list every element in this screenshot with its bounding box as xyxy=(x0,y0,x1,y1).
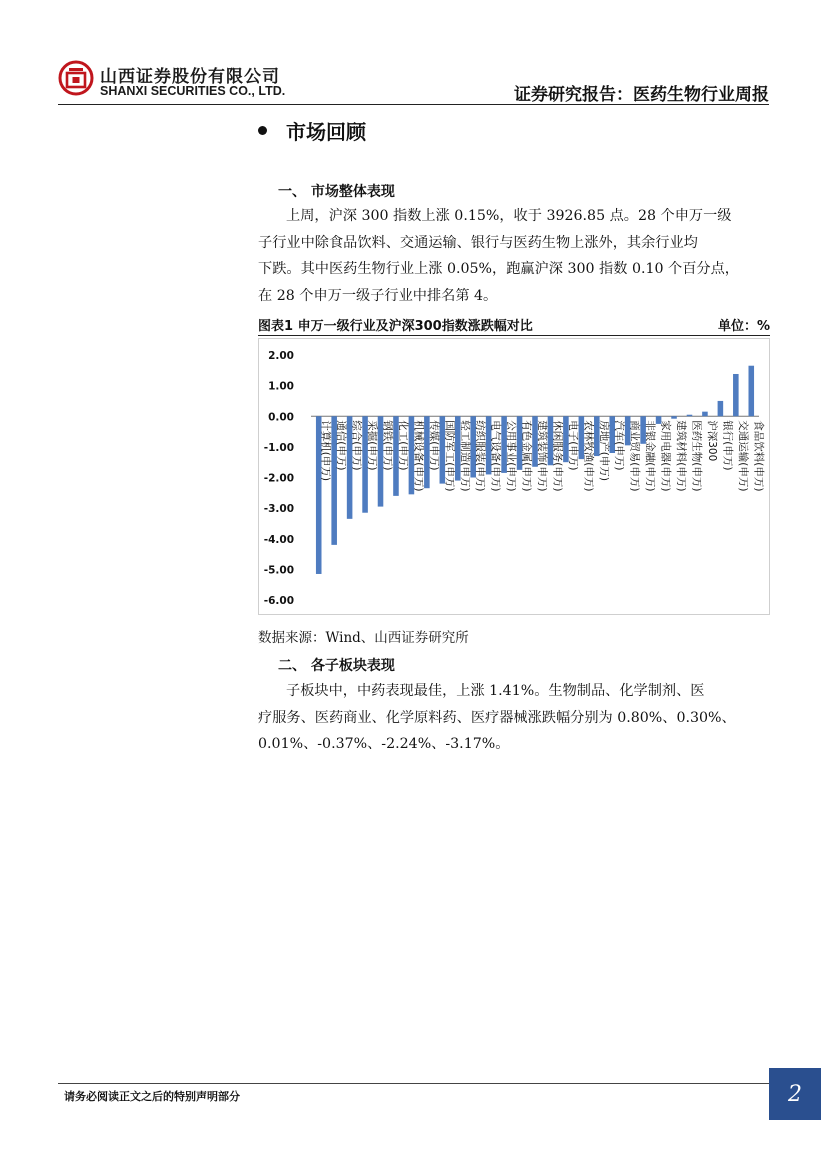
category-label: 沪深300 xyxy=(705,420,718,462)
category-label: 建筑材料(申万) xyxy=(675,420,688,492)
category-label: 医药生物(申万) xyxy=(690,420,703,492)
category-label: 建筑装饰(申万) xyxy=(536,420,548,492)
y-tick-label: -1.00 xyxy=(263,441,294,454)
bar xyxy=(702,412,708,417)
figure-caption xyxy=(258,315,770,334)
y-tick-label: -4.00 xyxy=(263,533,294,546)
category-label: 公用事业(申万) xyxy=(505,420,518,492)
category-label: 计算机(申万) xyxy=(319,420,332,481)
category-label: 国防军工(申万) xyxy=(443,420,456,492)
paragraph-line: 0.01%、-0.37%、-2.24%、-3.17%。 xyxy=(258,736,510,752)
category-label: 休闲服务(申万) xyxy=(551,420,564,492)
bar xyxy=(687,415,693,417)
subsection-title-subsectors: 二、 各子板块表现 xyxy=(278,658,395,674)
page-number: 2 xyxy=(769,1068,821,1120)
paragraph-line: 上周，沪深 300 指数上涨 0.15%，收于 3926.85 点。28 个申万一级 xyxy=(286,208,732,224)
bar xyxy=(671,416,677,418)
paragraph-line: 下跌。其中医药生物行业上涨 0.05%，跑赢沪深 300 指数 0.10 个百分点， xyxy=(258,261,739,277)
figure-caption-text: 图表1 申万一级行业及沪深300指数涨跌幅对比 xyxy=(258,319,533,334)
y-tick-label: -2.00 xyxy=(263,472,294,485)
paragraph-subsectors xyxy=(258,678,770,758)
category-label: 银行(申万) xyxy=(721,420,734,471)
y-tick-label: 2.00 xyxy=(268,350,294,362)
bar xyxy=(733,374,739,416)
category-label: 化工(申万) xyxy=(396,420,409,471)
header-divider xyxy=(58,104,769,105)
industry-change-chart xyxy=(258,338,770,615)
category-label: 机械设备(申万) xyxy=(412,420,425,492)
figure-divider xyxy=(258,335,770,336)
category-label: 房地产(申万) xyxy=(597,420,610,481)
footer-disclaimer: 请务必阅读正文之后的特别声明部分 xyxy=(64,1090,240,1103)
company-name-cn: 山西证券股份有限公司 xyxy=(100,67,280,87)
company-name-en: SHANXI SECURITIES CO., LTD. xyxy=(100,84,286,98)
category-label: 通信(申万) xyxy=(335,420,348,471)
bullet-icon xyxy=(258,126,267,135)
bar-chart-svg xyxy=(259,339,769,614)
paragraph-line: 疗服务、医药商业、化学原料药、医疗器械涨跌幅分别为 0.80%、0.30%、 xyxy=(258,709,736,726)
y-tick-label: -3.00 xyxy=(263,503,294,516)
category-label: 轻工制造(申万) xyxy=(458,420,471,492)
subsection-title-market: 一、 市场整体表现 xyxy=(278,184,395,200)
category-label: 传媒(申万) xyxy=(427,420,440,471)
paragraph-line: 在 28 个申万一级子行业中排名第 4。 xyxy=(258,287,498,304)
data-source: 数据来源：Wind、山西证券研究所 xyxy=(258,630,469,646)
y-tick-label: -5.00 xyxy=(263,564,294,577)
paragraph-line: 子行业中除食品饮料、交通运输、银行与医药生物上涨外，其余行业均 xyxy=(258,234,698,251)
category-label: 电气设备(申万) xyxy=(489,420,502,492)
report-title: 证券研究报告：医药生物行业周报 xyxy=(514,85,769,105)
category-label: 非银金融(申万) xyxy=(644,420,657,492)
category-label: 钢铁(申万) xyxy=(381,420,394,471)
category-label: 有色金属(申万) xyxy=(520,420,533,492)
category-label: 家用电器(申万) xyxy=(659,420,672,492)
category-label: 采掘(申万) xyxy=(366,420,379,471)
y-tick-label: 0.00 xyxy=(268,411,294,424)
paragraph-line: 子板块中，中药表现最佳，上涨 1.41%。生物制品、化学制剂、医 xyxy=(286,683,705,699)
bar xyxy=(718,401,724,416)
bar xyxy=(748,366,754,417)
category-label: 汽车(申万) xyxy=(613,420,626,471)
category-label: 综合(申万) xyxy=(350,420,363,471)
footer-divider xyxy=(58,1083,769,1084)
category-label: 商业贸易(申万) xyxy=(628,420,641,492)
category-label: 食品饮料(申万) xyxy=(752,420,765,492)
section-title: 市场回顾 xyxy=(286,120,366,144)
figure-unit: 单位：% xyxy=(717,319,770,334)
category-label: 交通运输(申万) xyxy=(736,420,749,492)
y-tick-label: 1.00 xyxy=(268,380,294,393)
company-logo xyxy=(58,60,94,96)
paragraph-market-overview xyxy=(258,203,770,309)
category-label: 农林牧渔(申万) xyxy=(582,420,595,492)
category-label: 纺织服装(申万) xyxy=(474,420,487,492)
y-tick-label: -6.00 xyxy=(263,595,294,607)
category-label: 电子(申万) xyxy=(566,420,579,471)
